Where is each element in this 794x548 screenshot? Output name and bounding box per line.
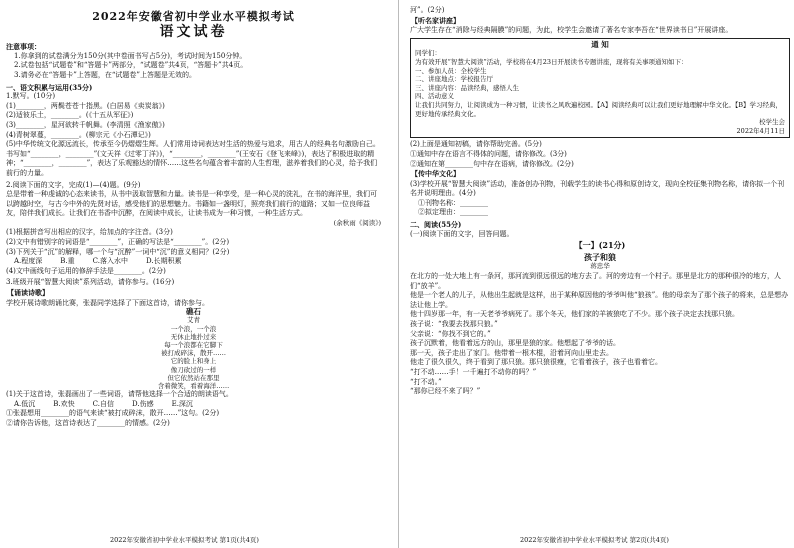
sub-question: (4)文中画线句子运用的修辞手法是________。(2分) [6,266,166,275]
activity-intro: 学校开展诗歌朗诵比赛，张磊同学选择了下面这首诗，请你参与。 [6,298,209,307]
option: C.落入水中 [92,257,128,266]
page-2-column [410,6,790,397]
story-paragraph: “那你已经不来了吗？” [410,387,481,396]
sub-question: ②请你告诉他，这首诗表达了________的情感。(2分) [6,419,170,428]
story-author: 蒋忠华 [590,262,610,271]
question-line: (2)适彼乐土，________。(《十五从军征》) [6,111,134,120]
notice-line: 为有效开展“智慧大阅读”活动，学校将在4月23日开展读书专题讲座，现将有关事项通知如下： [415,57,688,66]
story-paragraph: 他是一个老人的儿子，从他出生起就是这样，出于某种原因他的爷爷叫他“狼孩”。他的母亲为了那个孩子的将来，总是想办法让他上学。 [410,291,789,309]
poem-line: 每一个浪都在它脚下 [164,341,223,350]
story-paragraph: 孩子沉默着，他看着远方的山，那里是狼的家。他想起了爷爷的话。 [410,339,620,348]
page-1-column [6,6,381,429]
page-1-footer: 2022年安徽省初中学业水平模拟考试 第1页(共4页) [110,536,259,544]
question-line: (1)________，两鬓苍苍十指黑。(白居易《卖炭翁》) [6,101,165,110]
poem-block [6,308,381,390]
continued-line: 河”。(2分) [410,6,445,14]
option: A.低沉 [14,399,36,408]
option: A.程度深 [14,257,43,266]
notice-box [410,38,790,139]
notice-line: 三、讲座内容：品读经典，感悟人生 [415,83,519,92]
notice-signature: 校学生会 [759,118,785,127]
option: C.自信 [92,399,114,408]
sub-question: (2)上面是通知初稿，请你帮助完善。(5分) [410,140,542,149]
question-heading: 1.默写。(10分) [6,92,56,101]
sub-question: (3)下列关于“沉”的解释，哪一个与“沉醉”一词中“沉”的意义相同？(2分) [6,247,230,256]
poem-line: 一个浪，一个浪 [170,324,217,333]
answer-line: ①刊物名称：________ [418,198,488,207]
activity-tag: 【诵读诗歌】 [7,288,49,298]
passage-source: (余秋雨《阅读》) [333,218,381,227]
activity-intro: 广大学生存在“消除与经典隔膜”的问题，为此，校学生会邀请了著名专家李吾在“世界读书日”开展讲座。 [410,26,733,35]
sub-question: ①张磊想用________的语气来读“被打成碎沫，散开……”这句。(2分) [6,409,220,418]
option: E.深沉 [171,399,193,408]
question-heading: 3.班级开展“智慧大阅读”系列活动，请你参与。(16分) [6,278,175,287]
notice-line: 二、讲座地点：学校报告厅 [415,75,493,84]
poem-line: 含着微笑，看着海洋…… [157,382,230,391]
story-paragraph: 他十四岁那一年，有一天老爷爷病死了。那个冬天，他们家的羊被狼吃了不少。那个孩子决定去找那只狼。 [410,310,739,319]
sub-question: (2)文中有错别字的词语是“________”，正确的写法是“________”。(2分) [6,238,230,247]
option: D.伤感 [132,399,154,408]
story-paragraph: 他走了很久很久，终于看到了那只狼。那只狼很瘦，它看着孩子，孩子也看着它。 [410,358,662,367]
story-paragraph: “打不动。” [410,377,442,386]
reading-intro: (一)阅读下面的文字，回答问题。 [410,229,514,238]
option: B.欢快 [53,399,75,408]
note-line: 2.试卷包括“试题卷”和“答题卡”两部分，“试题卷”共4页，“答题卡”共4页。 [14,61,248,70]
answer-options [6,257,381,267]
sub-question: ②通知在第________句中存在语病，请你修改。(2分) [410,159,574,168]
poem-line: 像刀砍过的一样 [170,365,217,374]
page-divider [398,0,399,548]
section-heading: 一、语文积累与运用(35分) [6,82,93,92]
option: D.长期积累 [146,257,182,266]
poem-line: 被打成碎沫，散开…… [161,349,226,358]
answer-options [6,400,381,410]
option: B.重 [60,257,75,266]
activity-tag: 【听名家讲座】 [411,15,460,25]
story-paragraph: 在北方的一处大地上有一条河，那河流到很远很远的地方去了。河的旁边有一个村子。那里是北方的那种很冷的地方，人们“放羊”。 [410,272,781,290]
note-line: 1.你拿到的试卷满分为150分(其中卷面书写占5分)，考试时间为150分钟。 [14,51,247,60]
story-number: 【一】(21分) [574,240,626,251]
notice-line: 四、活动意义 [415,92,454,101]
sub-question: ①通知中存在语言不得体的问题，请你修改。(3分) [410,149,567,158]
sub-question: (1)关于这首诗，张磊画出了一些词语，请帮他选择一个合适的朗读语气。 [6,390,233,399]
activity-tag: 【传中华文化】 [411,169,460,179]
notice-line: 一、参加人员：全校学生 [415,66,487,75]
poem-title: 礁石 [186,307,201,317]
question-heading: 2.阅读下面的文字，完成(1)—(4)题。(9分) [6,180,141,189]
question-paragraph: (5)中华传统文化源远流长，传承至今仍熠熠生辉。人们常用诗词表达对生活的热爱与追求，用古人的经典名句激励自己。书写如“________，________”(文天祥《过零丁洋》)，“________，________”(王安石《登飞来峰》)，表达了积极进取的精神；“________，________”，表达了乐观豁达的情怀……这些名句蕴含着丰富的人生哲理，滋养着我们的心灵，给予我们前行的力量。 [6,140,380,177]
question-line: (4)青树翠蔓，________。(柳宗元《小石潭记》) [6,130,151,139]
notice-title: 通 知 [591,39,609,49]
sub-question: (3)学校开展“智慧大阅读”活动，准备创办刊物，刊载学生的读书心得和原创诗文，现向全校征集刊物名称，请你拟一个刊名并说明理由。(4分) [410,179,785,198]
story-paragraph: 孩子说：“我要去找那只狼。” [410,320,498,328]
exam-main-title: 2022年安徽省初中学业水平模拟考试 [92,10,295,23]
story-title: 孩子和狼 [584,251,616,262]
sub-question: (1)根据拼音写出相应的汉字，给加点的字注音。(3分) [6,228,173,237]
notice-line: 让我们共同努力，让阅读成为一种习惯，让读书之风吹遍校园。【A】阅读经典可以让我们更好地理解中华文化。【B】学习经典，更好地传承经典文化。 [415,100,782,118]
poem-author: 艾青 [187,316,200,325]
reading-passage: 总是带着一种虔诚的心态来读书，从书中汲取智慧和力量。读书是一种享受，是一种心灵的洗礼，在书的海洋里，我们可以跨越时空，与古今中外的先贤对话，感受他们的思想魅力。书籍如一盏明灯，照亮我们前行的道路；又如一位良师益友，陪伴我们成长。让我们在书香中沉醉，在阅读中成长，让读书成为一种习惯，一种生活方式。 [6,190,377,218]
poem-line: 但它依然站在那里 [167,373,220,382]
story-paragraph: “打不动……手！一千遍打不动你的吗？” [410,367,537,376]
notice-date: 2022年4月11日 [736,126,785,135]
poem-line: 无休止地扑过来 [170,332,217,341]
notes-heading: 注意事项： [6,42,41,52]
notice-line: 同学们： [415,49,441,58]
story-paragraph: 父亲说：“你找不到它的。” [410,329,491,338]
answer-line: ②拟定理由：________ [418,208,488,217]
page-2-footer: 2022年安徽省初中学业水平模拟考试 第2页(共4页) [520,536,669,544]
section-heading: 二、阅读(55分) [410,220,462,230]
poem-line: 它的脸上和身上 [170,357,217,366]
story-paragraph: 那一天，孩子走出了家门。他带着一根木棍，沿着河向山里走去。 [410,348,613,357]
exam-subtitle: 语文试卷 [159,23,228,40]
question-line: (3)________，星河欲转千帆舞。(李清照《渔家傲》) [6,120,165,129]
note-line: 3.请务必在“答题卡”上答题，在“试题卷”上答题是无效的。 [14,70,196,79]
